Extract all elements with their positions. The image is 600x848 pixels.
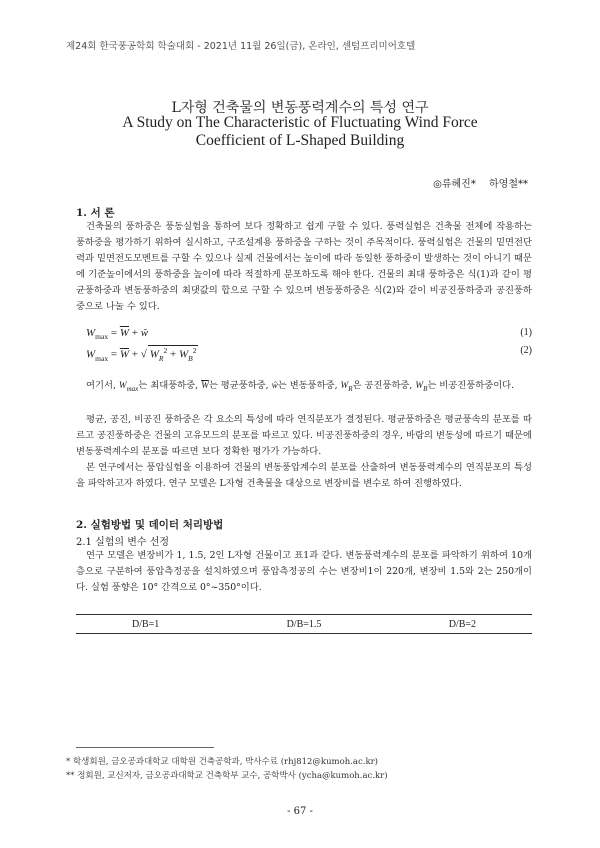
author-2: 하영철** bbox=[489, 179, 528, 190]
equation-1-expression: $W_{max} = \overline{W}$ + ŵ bbox=[86, 327, 149, 342]
equation-2-expression: $W_{max} = \overline{W}$ + √ $W_R^2 + W_B^2$ bbox=[86, 346, 197, 363]
title-english-line1: A Study on The Characteristic of Fluctuating Wind Force bbox=[122, 114, 478, 131]
table-header-row bbox=[76, 615, 532, 634]
para2-text-e: 은 공진풍하중, bbox=[352, 380, 413, 391]
section-2-paragraph: 연구 모델은 변장비가 1, 1.5, 2인 L자형 건물이고 표1과 같다. 변동풍력계수의 분포를 파악하기 위하여 10개 층으로 구분하여 풍압측정공을 설치하였으며 풍압측정공의 수는 변장비1이 220개, 변장비 1.5와 2는 250개이다. 실험 풍향은 10° 간격으로 0°~350°이다. bbox=[76, 550, 532, 593]
footnote-divider bbox=[76, 747, 214, 748]
symbol-what: ŵ bbox=[271, 381, 278, 391]
footnote-2: ** 정회원, 교신저자, 금오공과대학교 건축학부 교수, 공학박사 (ycha@kumoh.ac.kr) bbox=[66, 771, 388, 781]
page-number: - 67 - bbox=[287, 806, 313, 817]
table-header-db15: D/B=1.5 bbox=[215, 615, 392, 634]
section-1-paragraph-2 bbox=[76, 378, 532, 397]
title-english-line2: Coefficient of L-Shaped Building bbox=[195, 132, 405, 149]
model-table bbox=[76, 614, 532, 634]
section-1-paragraph-1: 건축물의 풍하중은 풍동실험을 통하여 보다 정확하고 쉽게 구할 수 있다. 풍력실험은 건축물 전체에 작용하는 풍하중을 평가하기 위하여 실시하고, 구조설계용 풍하중을 구하는 것이 주목적이다. 풍력실험은 건물의 밑면전단력과 밑면전도모멘트를 구할 수 있으나 실제 건물에서는 높이에 따라 동일한 풍하중이 발생하는 것이 아니기 때문에 기준높이에서의 풍하중을 높이에 따라 적절하게 분포하도록 해야 한다. 건물의 최대 풍하중은 식(1)과 같이 평균풍하중과 변동풍하중의 최댓값의 합으로 구할 수 있으며 변동풍하중은 식(2)와 같이 비공진풍하중과 공진풍하중으로 나눌 수 있다. bbox=[76, 221, 532, 312]
conference-header: 제24회 한국풍공학회 학술대회 - 2021년 11월 26일(금), 온라인, 센텀프리미어호텔 bbox=[66, 41, 416, 52]
footnote-1: * 학생회원, 금오공과대학교 대학원 건축공학과, 박사수료 (rhj812@kumoh.ac.kr) bbox=[66, 757, 378, 767]
para2-text-b: 는 최대풍하중, bbox=[138, 380, 199, 391]
equation-2-number: (2) bbox=[520, 345, 532, 356]
section-2-heading: 2. 실험방법 및 데이터 처리방법 bbox=[76, 519, 224, 531]
section-2-1-heading: 2.1 실험의 변수 선정 bbox=[76, 537, 170, 548]
section-1-heading: 1. 서 론 bbox=[76, 207, 115, 219]
para2-text-c: 는 평균풍하중, bbox=[208, 380, 269, 391]
table-header-db2: D/B=2 bbox=[393, 615, 532, 634]
equation-1-number: (1) bbox=[520, 327, 532, 338]
author-1: ◎류혜진* bbox=[433, 179, 476, 190]
symbol-wmax: $W_{max}$ bbox=[118, 381, 139, 393]
symbol-wr: $W_R$ bbox=[340, 381, 353, 393]
symbol-wbar: $\overline{W}$ bbox=[201, 381, 209, 391]
equation-1 bbox=[86, 327, 532, 345]
section-1-paragraph-3: 평균, 공진, 비공진 풍하중은 각 요소의 특성에 따라 연직분포가 결정된다. 평균풍하중은 평균풍속의 분포를 따르고 공진풍하중은 건물의 고유모드의 분포를 따르고 있다. 비공진풍하중의 경우, 바람의 변동성에 따르기 때문에 변동풍력계수의 분포를 따르면 보다 정확한 평가가 가능하다. bbox=[76, 414, 532, 457]
authors bbox=[423, 175, 528, 190]
para2-text-f: 는 비공진풍하중이다. bbox=[427, 380, 515, 391]
section-1-paragraph-4: 본 연구에서는 풍압실험을 이용하여 건물의 변동풍압계수의 분포를 산출하여 변동풍력계수의 연직분포의 특성을 파악하고자 하였다. 연구 모델은 L자형 건축물을 대상으로 변장비를 변수로 하여 진행하였다. bbox=[76, 462, 532, 489]
para2-text-a: 여기서, bbox=[86, 380, 116, 391]
para2-text-d: 는 변동풍하중, bbox=[277, 380, 338, 391]
symbol-wb: $W_B$ bbox=[415, 381, 428, 393]
title-korean: L자형 건축물의 변동풍력계수의 특성 연구 bbox=[171, 100, 429, 116]
equation-2 bbox=[86, 345, 532, 363]
table-header-db1: D/B=1 bbox=[76, 615, 215, 634]
